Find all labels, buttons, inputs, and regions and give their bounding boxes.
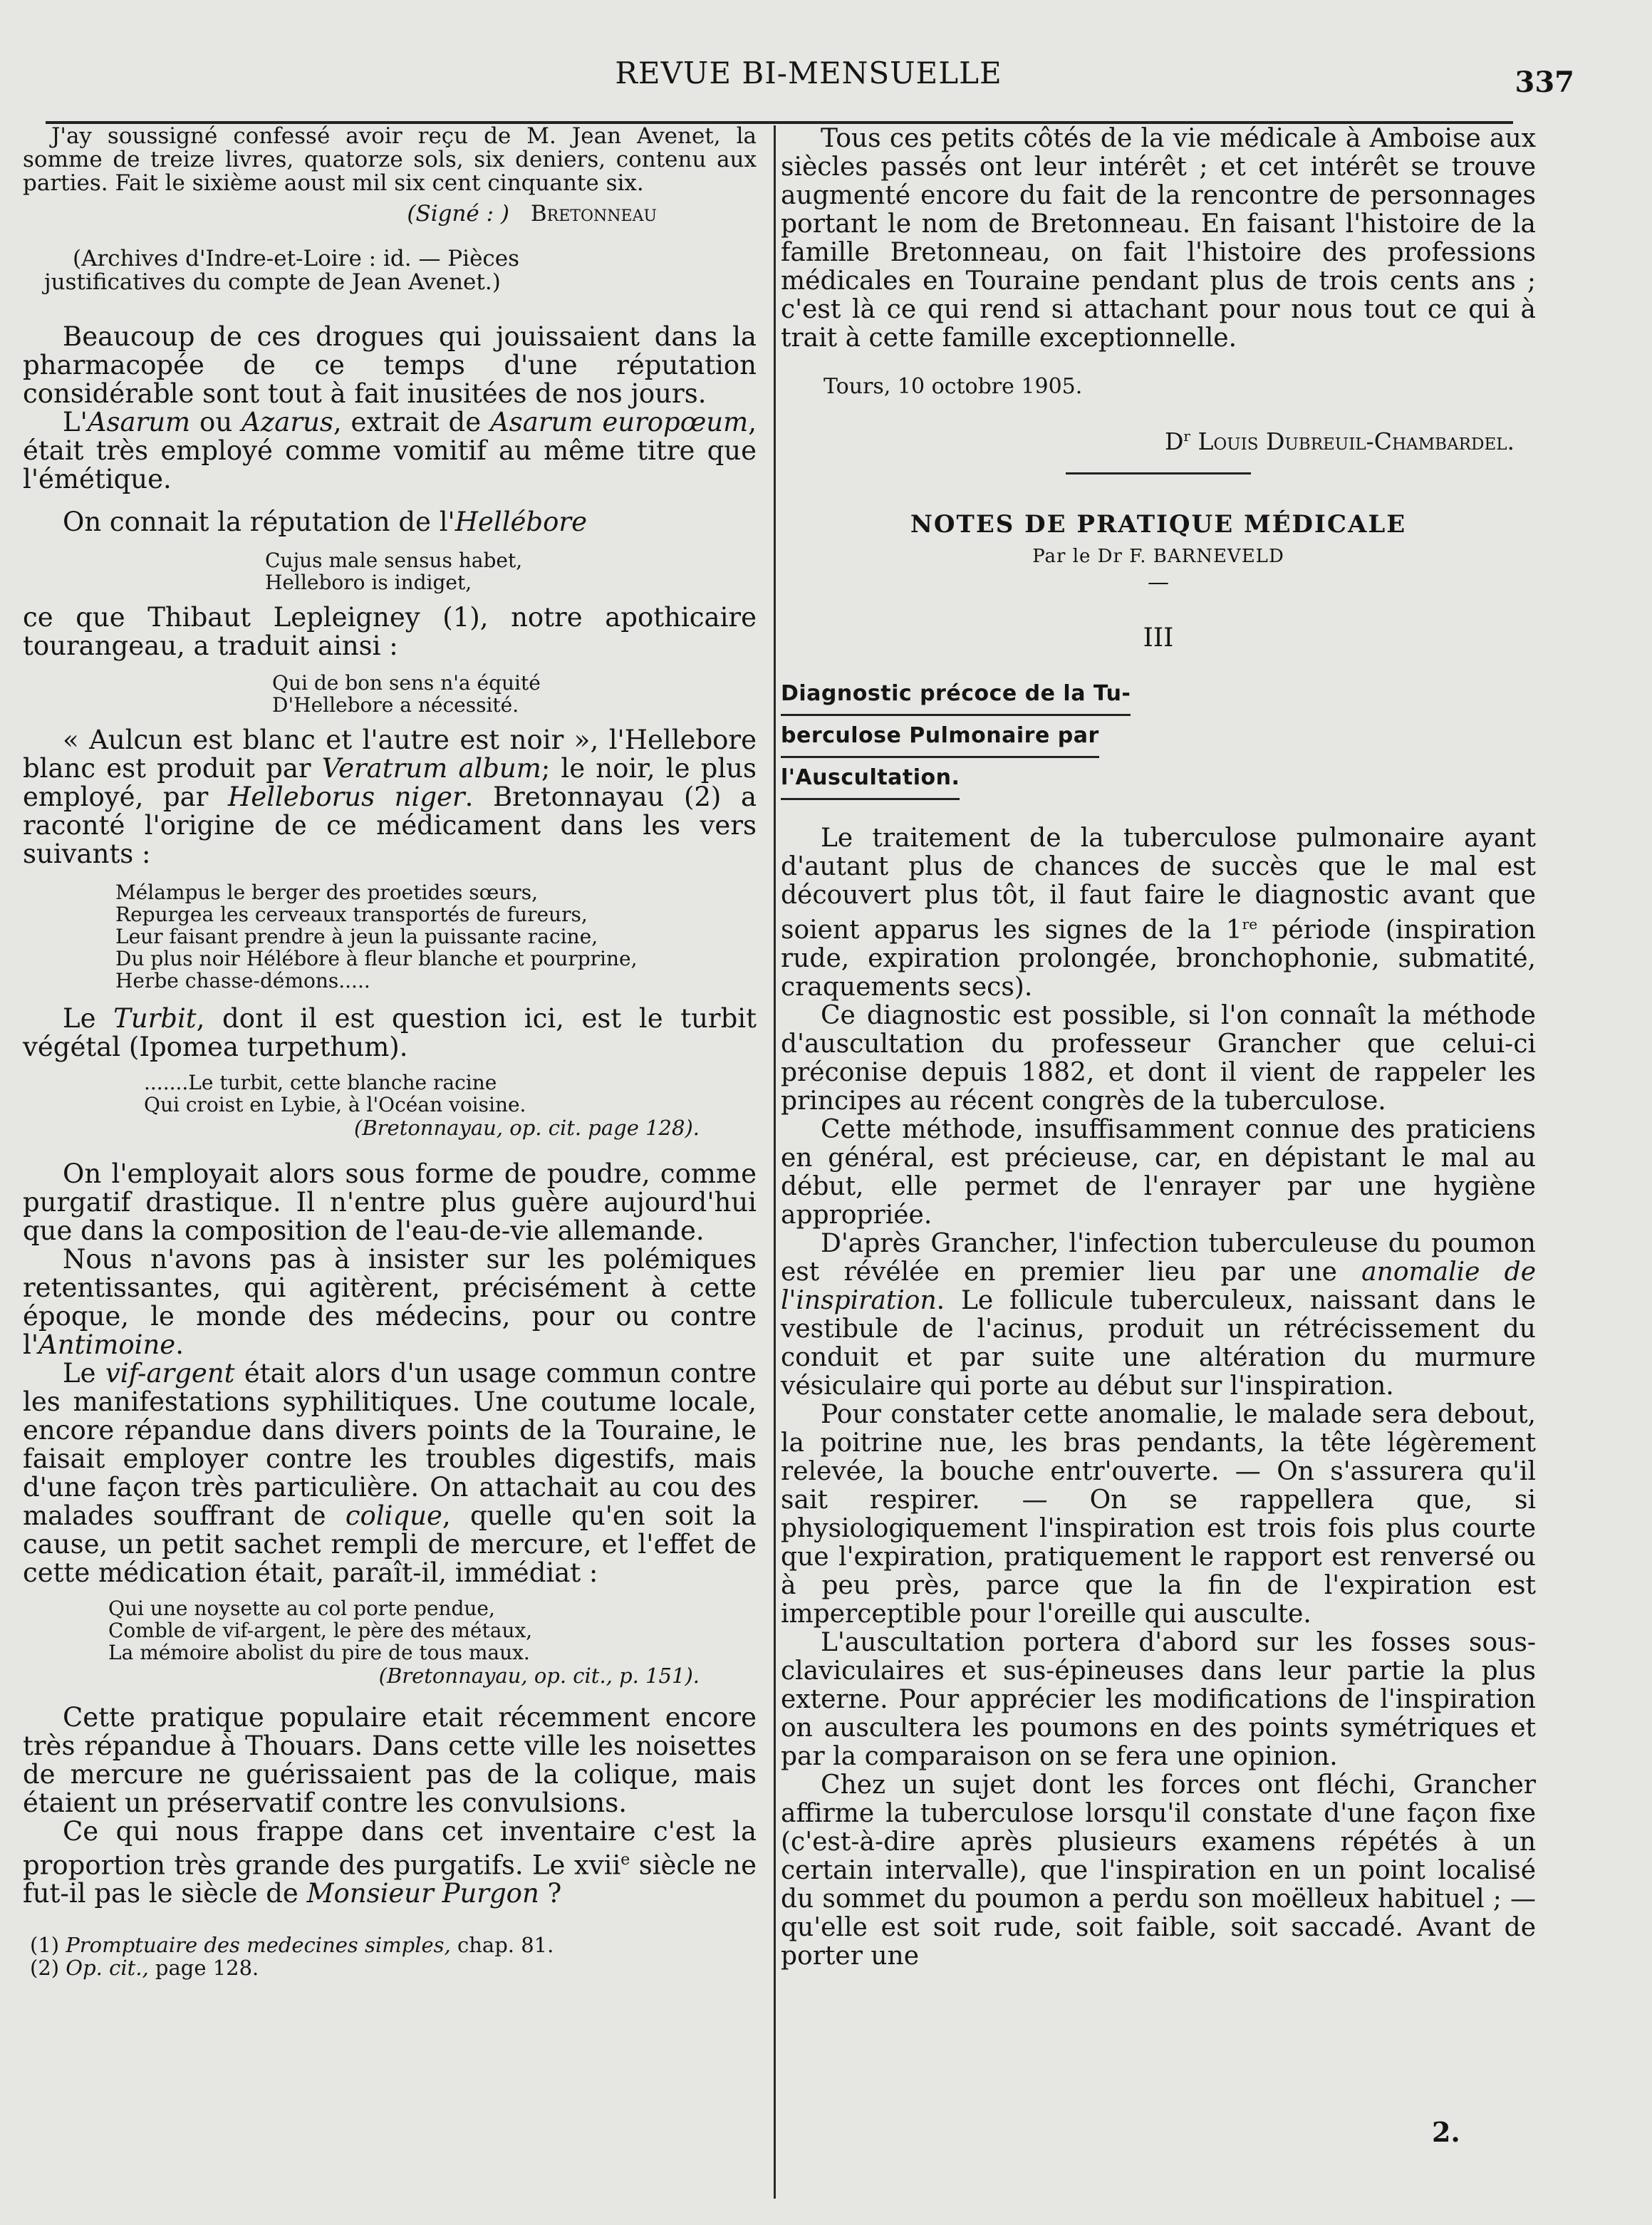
text: Le bbox=[63, 1358, 105, 1389]
colique-term: colique bbox=[345, 1500, 442, 1531]
text: siècle ne fut-il pas le siècle de bbox=[23, 1850, 757, 1909]
section-title: NOTES DE PRATIQUE MÉDICALE bbox=[910, 510, 1407, 539]
latin-quote bbox=[265, 549, 757, 593]
veratrum-term: Veratrum album bbox=[321, 753, 541, 784]
verse-line: Qui une noysette au col porte pendue, bbox=[108, 1597, 495, 1620]
text: , extrait de bbox=[333, 407, 491, 437]
paragraph-hellebore bbox=[23, 508, 757, 536]
signed-name: Bretonneau bbox=[530, 201, 657, 227]
paragraph-sujet: Chez un sujet dont les forces ont fléchi, Grancher affirme la tuberculose lorsqu'il constate d'une façon fixe (c'est-à-dire après plusieurs examens répétés à un certain intervalle), que l'inspiration en un point localisé du sommet du poumon a perdu son moëlleux habituel ; — qu'elle est soit rude, soit faible, soit saccadé. Avant de porter une bbox=[781, 1770, 1536, 1971]
paragraph-infection bbox=[781, 1230, 1536, 1401]
footnotes bbox=[23, 1934, 757, 1979]
journal-title: REVUE BI-MENSUELLE bbox=[615, 56, 1002, 90]
paragraph-grancher: Ce diagnostic est possible, si l'on connaît la méthode d'auscultation du professeur Grancher que celui-ci préconise depuis 1882, et dont il vient de rappeler les principes au récent congrès de la tuberculose. bbox=[781, 1001, 1536, 1116]
paragraph-lepleigney: ce que Thibaut Lepleigney (1), notre apothicaire tourangeau, a traduit ainsi : bbox=[23, 602, 757, 661]
superscript: e bbox=[620, 1851, 630, 1869]
text: était alors d'un usage commun contre les manifestations syphilitiques. Une coutume locale, encore répandue dans divers points de la Touraine, le faisait employer contre les troubles digestifs, mais d'une façon très particulière. On attachait au cou des malades souffrant de bbox=[23, 1358, 757, 1531]
paragraph-traitement bbox=[781, 824, 1536, 1002]
footnote-2 bbox=[30, 1956, 757, 1979]
verse-melampus bbox=[115, 881, 757, 992]
sig-name: Louis Dubreuil-Chambardel. bbox=[1190, 427, 1515, 455]
verse-line: Cujus male sensus habet, bbox=[265, 549, 523, 572]
verse-line: Qui croist en Lybie, à l'Océan voisine. bbox=[144, 1093, 526, 1116]
asarum-term: Asarum bbox=[87, 407, 191, 437]
text: L' bbox=[63, 407, 88, 437]
receipt-signature bbox=[23, 202, 657, 226]
verse-line: Herbe chasse-démons..... bbox=[115, 969, 370, 992]
subhead-line: l'Auscultation. bbox=[781, 758, 960, 800]
paragraph-antimoine bbox=[23, 1245, 757, 1359]
hellebore-term: Hellébore bbox=[454, 507, 587, 537]
subhead-line: berculose Pulmonaire par bbox=[781, 716, 1099, 758]
verse-line: Mélampus le berger des proetides sœurs, bbox=[115, 881, 538, 904]
anomalie-term: anomalie de l'inspiration bbox=[781, 1257, 1536, 1315]
text: « Aulcun est blanc et l'autre est noir », l'Hellebore blanc est produit par bbox=[23, 725, 757, 784]
antimoine-term: Antimoine bbox=[38, 1329, 176, 1360]
verse-line: La mémoire abolist du pire de tous maux. bbox=[108, 1641, 530, 1664]
verse-turbit bbox=[144, 1072, 757, 1116]
footnote-marker: (2) bbox=[30, 1956, 66, 1981]
verse-line: Repurgea les cerveaux transportés de fureurs, bbox=[115, 903, 588, 926]
citation-bretonnayau-128: (Bretonnayau, op. cit. page 128). bbox=[354, 1116, 700, 1140]
text: Nous n'avons pas à insister sur les polémiques retentissantes, qui agitèrent, précisément à cette époque, le monde des médecins, pour ou contre l' bbox=[23, 1244, 757, 1360]
turbit-term: Turbit bbox=[113, 1003, 197, 1034]
footnote-1 bbox=[30, 1934, 757, 1956]
superscript: re bbox=[1242, 916, 1258, 933]
footnote-marker: (1) bbox=[30, 1933, 66, 1958]
text: On connait la réputation de l' bbox=[63, 507, 455, 537]
paragraph-amboise: Tous ces petits côtés de la vie médicale à Amboise aux siècles passés ont leur intérêt ; et cet intérêt se trouve augmenté encore du fait de la rencontre de personnages portant le nom de Bretonneau. En faisant l'histoire de la famille Bretonneau, on fait l'histoire des professions médicales en Touraine pendant plus de trois cents ans ; c'est là ce qui rend si attachant pour nous tout ce qui à trait à cette famille exceptionnelle. bbox=[781, 124, 1536, 353]
text: Ce qui nous frappe dans cet inventaire c'est la proportion très grande des purgatifs. Le xvii bbox=[23, 1816, 757, 1881]
section-separator bbox=[1066, 472, 1251, 474]
text: ; le noir, le plus employé, par bbox=[23, 753, 757, 812]
article-subheading bbox=[781, 674, 1536, 800]
left-column bbox=[23, 125, 757, 1979]
page-number: 337 bbox=[1515, 66, 1574, 99]
text: ou bbox=[190, 407, 242, 437]
text: , dont il est question ici, est le turbit végétal (Ipomea turpethum). bbox=[23, 1003, 757, 1062]
paragraph-drugs: Beaucoup de ces drogues qui jouissaient dans la pharmacopée de ce temps d'une réputation considérable sont tout à fait inusitées de nos jours. bbox=[23, 321, 757, 409]
paragraph-purgatifs bbox=[23, 1817, 757, 1908]
verse-line: D'Hellebore a nécessité. bbox=[272, 693, 519, 717]
text: Le traitement de la tuberculose pulmonaire ayant d'autant plus de chances de succès que le mal est découvert plus tôt, il faut faire le diagnostic avant que soient apparus les signes de la 1 bbox=[781, 824, 1536, 945]
text: Le bbox=[63, 1003, 114, 1034]
helleborus-term: Helleborus niger bbox=[227, 782, 465, 812]
sig-dr: D bbox=[1164, 427, 1184, 455]
text: période (inspiration rude, expiration prolongée, bronchophonie, submatité, craquements secs). bbox=[781, 916, 1536, 1002]
byline-dash: — bbox=[1148, 570, 1169, 595]
byline: Par le Dr F. BARNEVELD bbox=[1032, 546, 1284, 567]
paragraph-turbit bbox=[23, 1005, 757, 1062]
footnote-text: page 128. bbox=[148, 1956, 259, 1981]
verse-line: Leur faisant prendre à jeun la puissante racine, bbox=[115, 925, 598, 948]
paragraph-blanc-noir bbox=[23, 726, 757, 868]
verse-line: Qui de bon sens n'a équité bbox=[272, 671, 541, 695]
verse-line: Du plus noir Hélébore à fleur blanche et pourprine, bbox=[115, 947, 638, 970]
receipt-text: J'ay soussigné confessé avoir reçu de M. Jean Avenet, la somme de treize livres, quatorze sols, six deniers, contenu aux parties. Fait le sixième aoust mil six cent cinquante six. bbox=[23, 123, 757, 196]
paragraph-poudre: On l'employait alors sous forme de poudre, comme purgatif drastique. Il n'entre plus guère aujourd'hui que dans la composition de l'eau-de-vie allemande. bbox=[23, 1158, 757, 1246]
text: ? bbox=[539, 1878, 562, 1909]
text: . bbox=[175, 1329, 184, 1360]
paragraph-methode: Cette méthode, insuffisamment connue des praticiens en général, est précieuse, car, en dépistant le mal au début, elle permet de l'enrayer par une hygiène appropriée. bbox=[781, 1115, 1536, 1230]
text: D'après Grancher, l'infection tuberculeuse du poumon est révélée en premier lieu par une bbox=[781, 1229, 1536, 1287]
footnote-title: Promptuaire des medecines simples, bbox=[66, 1933, 451, 1958]
text: , quelle qu'en soit la cause, un petit sachet rempli de mercure, et l'effet de cette médication était, paraît-il, immédiat : bbox=[23, 1500, 757, 1588]
chapter-number: III bbox=[1143, 623, 1174, 653]
paragraph-auscultation: L'auscultation portera d'abord sur les fosses sous-claviculaires et sus-épineuses dans leur partie la plus externe. Pour apprécier les modifications de l'inspiration on auscultera les poumons en des points symétriques et par la comparaison on se fera une opinion. bbox=[781, 1628, 1536, 1771]
dateline: Tours, 10 octobre 1905. bbox=[824, 374, 1083, 399]
verse-noysette bbox=[108, 1597, 757, 1664]
text: . Le follicule tuberculeux, naissant dans le vestibule de l'acinus, produit un rétrécissement du conduit et par suite une altération du murmure vésiculaire qui porte au début sur l'inspiration. bbox=[781, 1286, 1536, 1401]
paragraph-thouars: Cette pratique populaire etait récemment encore très répandue à Thouars. Dans cette ville les noisettes de mercure ne guérissaient pas de la colique, mais étaient un préservatif contre les convulsions. bbox=[23, 1702, 757, 1818]
sig-dr-sup: r bbox=[1183, 427, 1190, 445]
asarum-europoeum-term: Asarum europœum bbox=[490, 407, 749, 437]
author-signature bbox=[781, 427, 1515, 455]
paragraph-anomalie: Pour constater cette anomalie, le malade sera debout, la poitrine nue, les bras pendants, la tête légèrement relevée, la bouche entr'ouverte. — On s'assurera qu'il sait respirer. — On se rappellera que, si physiologiquement l'inspiration est trois fois plus courte que l'expiration, pratiquement le rapport est renversé ou à peu près, parce que la fin de l'expiration est imperceptible pour l'oreille qui ausculte. bbox=[781, 1400, 1536, 1629]
signed-label: (Signé : ) bbox=[407, 201, 510, 227]
purgon-term: Monsieur Purgon bbox=[306, 1878, 539, 1909]
vif-argent-term: vif-argent bbox=[105, 1358, 235, 1389]
column-divider bbox=[774, 125, 776, 2199]
verse-line: Helleboro is indiget, bbox=[265, 571, 472, 594]
paragraph-asarum bbox=[23, 408, 757, 494]
paragraph-vif-argent bbox=[23, 1359, 757, 1587]
signature-mark: 2. bbox=[1432, 2116, 1460, 2148]
azarus-term: Azarus bbox=[241, 407, 333, 437]
citation-bretonnayau-151: (Bretonnayau, op. cit., p. 151). bbox=[378, 1664, 700, 1688]
footnote-text: chap. 81. bbox=[450, 1933, 554, 1958]
verse-hellebore bbox=[272, 672, 757, 716]
subhead-line: Diagnostic précoce de la Tu- bbox=[781, 674, 1131, 716]
verse-line: Comble de vif-argent, le père des métaux, bbox=[108, 1619, 533, 1642]
running-head bbox=[43, 50, 1574, 100]
verse-line: .......Le turbit, cette blanche racine bbox=[144, 1071, 497, 1094]
text: . Bretonnayau (2) a raconté l'origine de ce médicament dans les vers suivants : bbox=[23, 782, 757, 869]
archives-citation: (Archives d'Indre-et-Loire : id. — Pièces justificatives du compte de Jean Avenet.) bbox=[44, 246, 520, 295]
footnote-title: Op. cit., bbox=[66, 1956, 149, 1981]
right-column bbox=[781, 125, 1536, 1971]
text: , était très employé comme vomitif au même titre que l'émétique. bbox=[23, 407, 757, 494]
